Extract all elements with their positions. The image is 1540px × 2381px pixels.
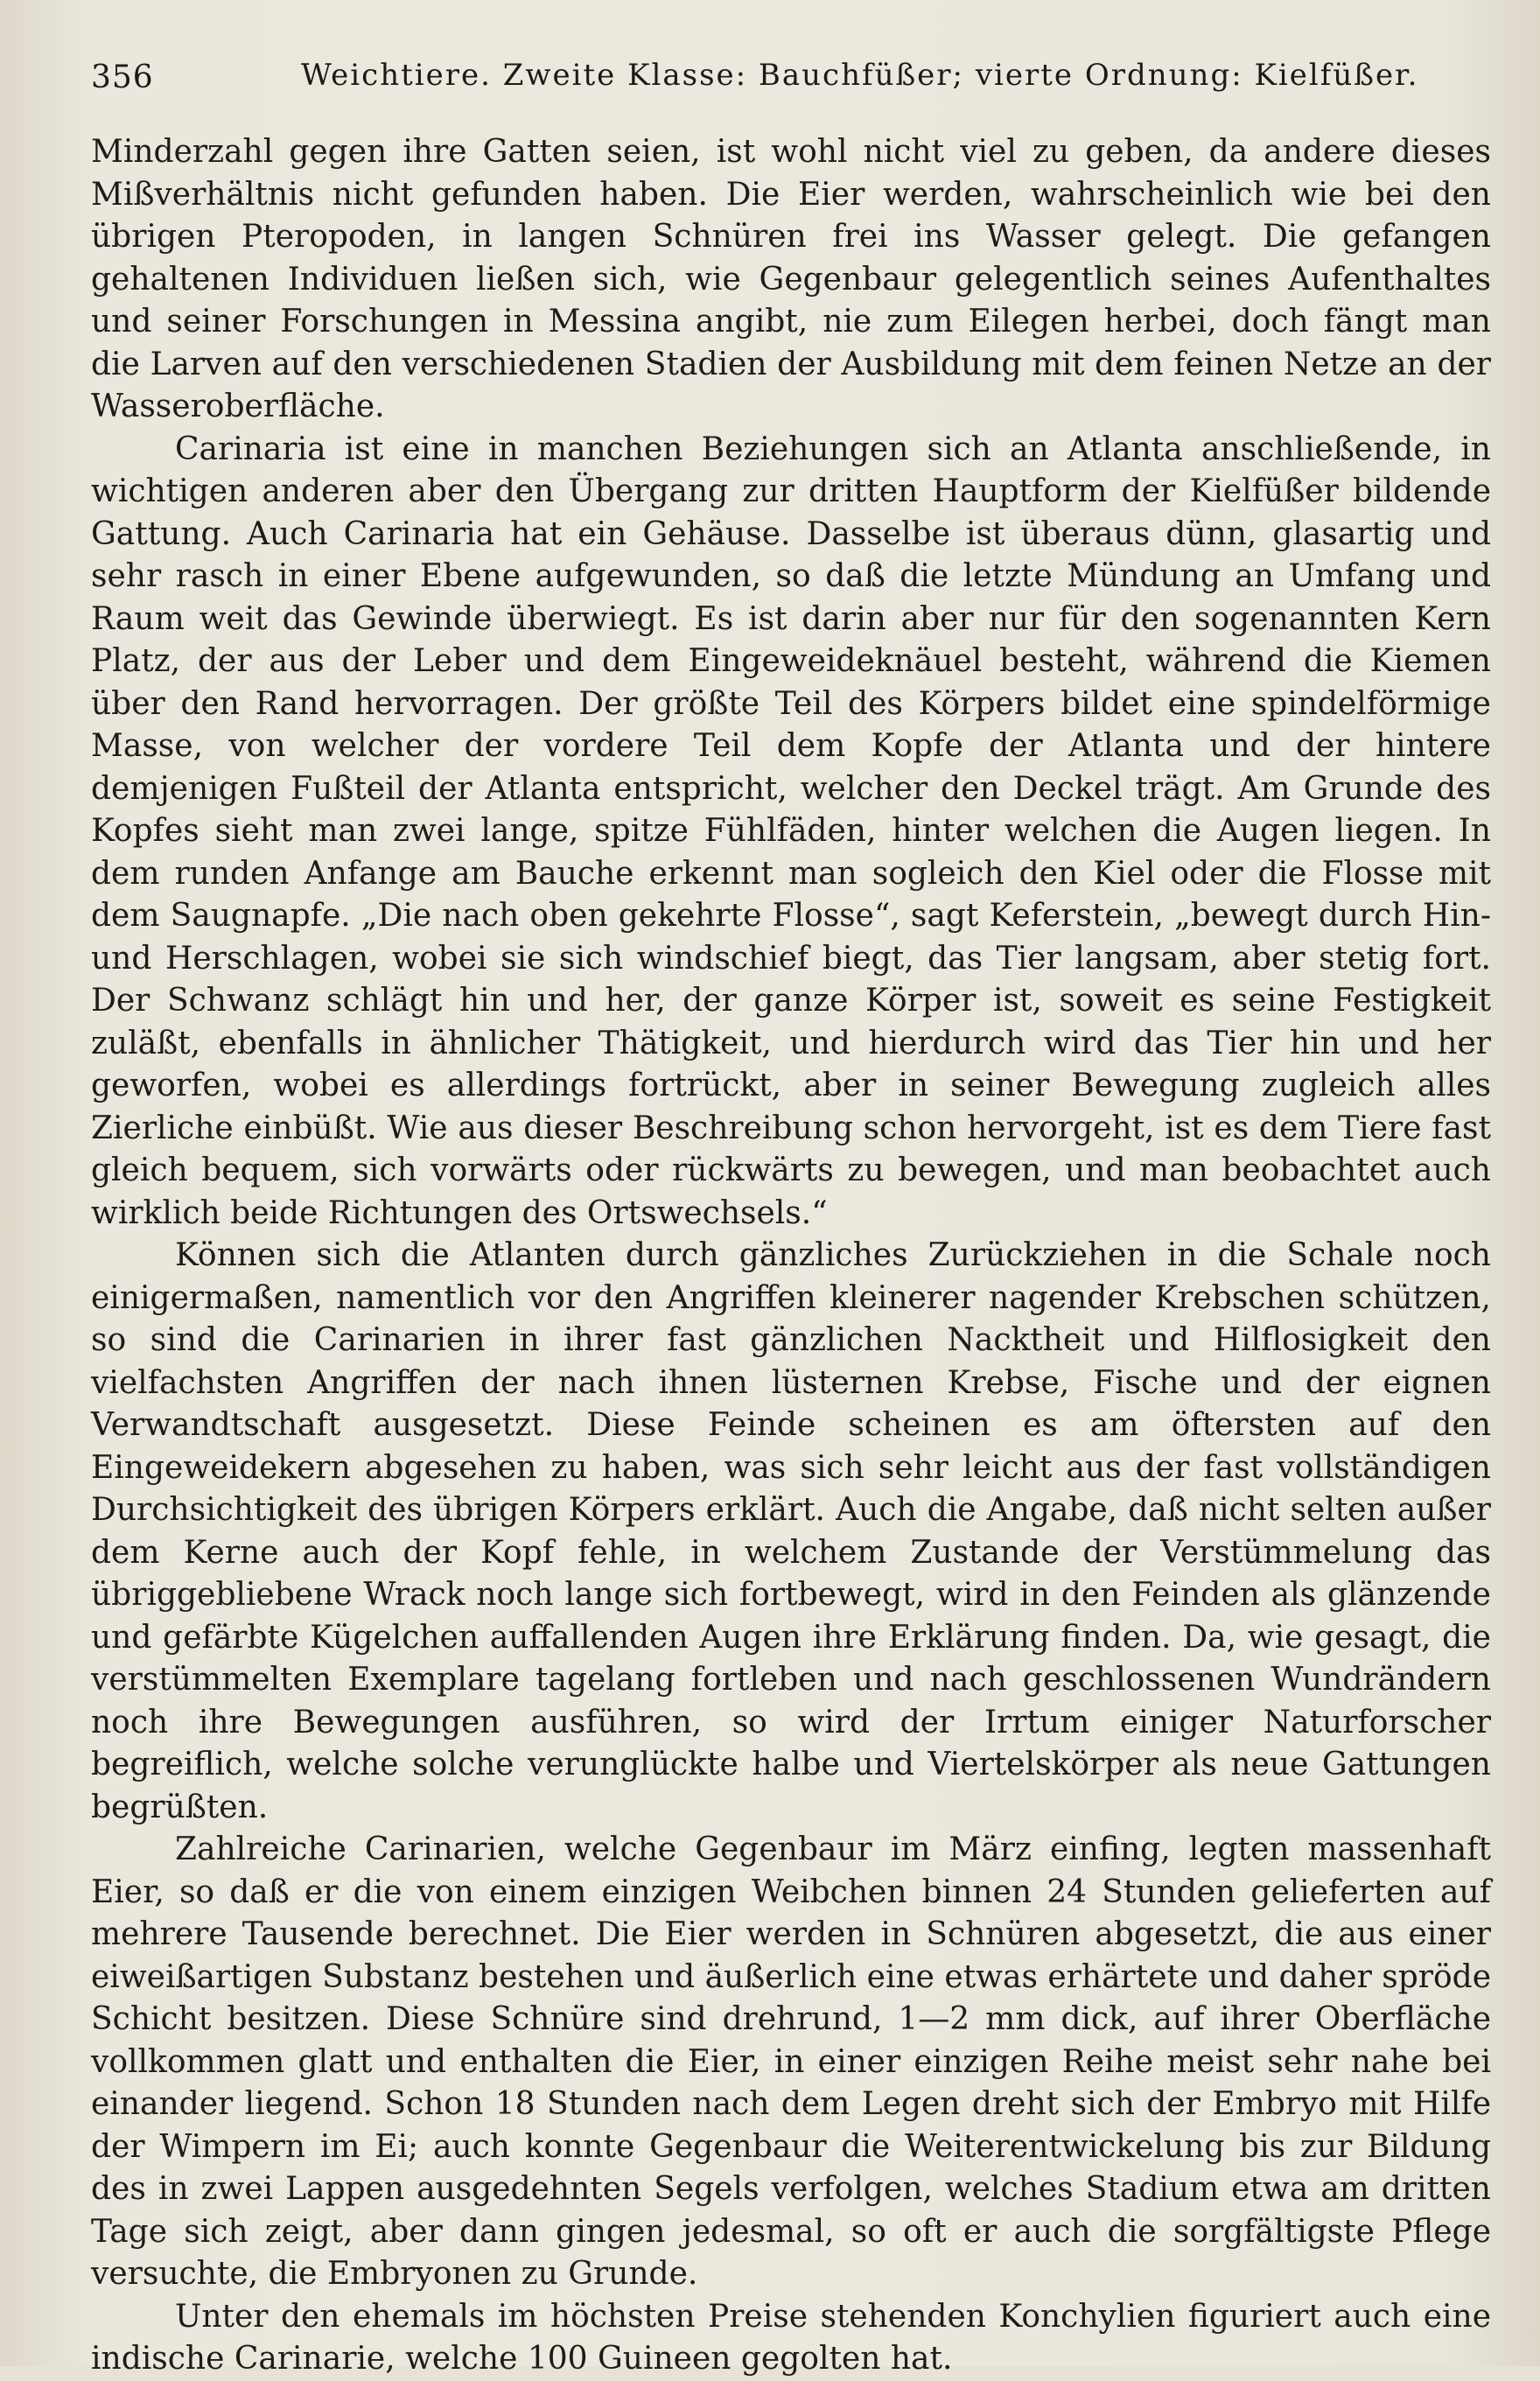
- paragraph: Carinaria ist eine in manchen Beziehungen sich an Atlanta anschließende, in wichtigen anderen aber den Übergang zur dritten Hauptform der Kielfüßer bildende Gattung. Auch Carinaria hat ein Gehäuse. Dasselbe ist überaus dünn, glasartig und sehr rasch in einer Ebene aufgewunden, so daß die letzte Mündung an Umfang und Raum weit das Gewinde überwiegt. Es ist darin aber nur für den sogenannten Kern Platz, der aus der Leber und dem Eingeweideknäuel besteht, während die Kiemen über den Rand hervorragen. Der größte Teil des Körpers bildet eine spindelförmige Masse, von welcher der vordere Teil dem Kopfe der Atlanta und der hintere demjenigen Fußteil der Atlanta entspricht, welcher den Deckel trägt. Am Grunde des Kopfes sieht man zwei lange, spitze Fühlfäden, hinter welchen die Augen liegen. In dem runden Anfange am Bauche erkennt man sogleich den Kiel oder die Flosse mit dem Saugnapfe. „Die nach oben gekehrte Flosse“, sagt Keferstein, „bewegt durch Hin- und Herschlagen, wobei sie sich windschief biegt, das Tier langsam, aber stetig fort. Der Schwanz schlägt hin und her, der ganze Körper ist, soweit es seine Festigkeit zuläßt, ebenfalls in ähnlicher Thätigkeit, und hierdurch wird das Tier hin und her geworfen, wobei es allerdings fortrückt, aber in seiner Bewegung zugleich alles Zierliche einbüßt. Wie aus dieser Beschreibung schon hervorgeht, ist es dem Tiere fast gleich bequem, sich vorwärts oder rückwärts zu bewegen, und man beobachtet auch wirklich beide Richtungen des Ortswechsels.“: [91, 431, 1491, 1231]
- page-number: 356: [91, 60, 154, 95]
- paragraph: Minderzahl gegen ihre Gatten seien, ist wohl nicht viel zu geben, da andere dieses Mißverhältnis nicht gefunden haben. Die Eier werden, wahrscheinlich wie bei den übrigen Pteropoden, in langen Schnüren frei ins Wasser gelegt. Die gefangen gehaltenen Individuen ließen sich, wie Gegenbaur gelegentlich seines Aufenthaltes und seiner Forschungen in Messina angibt, nie zum Eilegen herbei, doch fängt man die Larven auf den verschiedenen Stadien der Ausbildung mit dem feinen Netze an der Wasseroberfläche.: [91, 134, 1491, 424]
- paragraph: Unter den ehemals im höchsten Preise stehenden Konchylien figuriert auch eine indische Carinarie, welche 100 Guineen gegolten hat.: [91, 2298, 1491, 2377]
- paragraph: Zahlreiche Carinarien, welche Gegenbaur im März einfing, legten massenhaft Eier, so daß er die von einem einzigen Weibchen binnen 24 Stunden gelieferten auf mehrere Tausende berechnet. Die Eier werden in Schnüren abgesetzt, die aus einer eiweißartigen Substanz bestehen und äußerlich eine etwas erhärtete und daher spröde Schicht besitzen. Diese Schnüre sind drehrund, 1—2 mm dick, auf ihrer Oberfläche vollkommen glatt und enthalten die Eier, in einer einzigen Reihe meist sehr nahe bei einander liegend. Schon 18 Stunden nach dem Legen dreht sich der Embryo mit Hilfe der Wimpern im Ei; auch konnte Gegenbaur die Weiterentwickelung bis zur Bildung des in zwei Lappen ausgedehnten Segels verfolgen, welches Stadium etwa am dritten Tage sich zeigt, aber dann gingen jedesmal, so oft er auch die sorgfältigste Pflege versuchte, die Embryonen zu Grunde.: [91, 1831, 1491, 2292]
- page-header: [91, 51, 1491, 103]
- body-text: [91, 131, 1491, 2381]
- running-head: Weichtiere. Zweite Klasse: Bauchfüßer; vierte Ordnung: Kielfüßer.: [301, 58, 1419, 93]
- paragraph: Können sich die Atlanten durch gänzliches Zurückziehen in die Schale noch einigermaßen, namentlich vor den Angriffen kleinerer nagender Krebschen schützen, so sind die Carinarien in ihrer fast gänzlichen Nacktheit und Hilflosigkeit den vielfachsten Angriffen der nach ihnen lüsternen Krebse, Fische und der eignen Verwandtschaft ausgesetzt. Diese Feinde scheinen es am öftersten auf den Eingeweidekern abgesehen zu haben, was sich sehr leicht aus der fast vollständigen Durchsichtigkeit des übrigen Körpers erklärt. Auch die Angabe, daß nicht selten außer dem Kerne auch der Kopf fehle, in welchem Zustande der Verstümmelung das übriggebliebene Wrack noch lange sich fortbewegt, wird in den Feinden als glänzende und gefärbte Kügelchen auffallenden Augen ihre Erklärung finden. Da, wie gesagt, die verstümmelten Exemplare tagelang fortleben und nach geschlossenen Wundrändern noch ihre Bewegungen ausführen, so wird der Irrtum einiger Naturforscher begreiflich, welche solche verunglückte halbe und Viertelskörper als neue Gattungen begrüßten.: [91, 1237, 1491, 1825]
